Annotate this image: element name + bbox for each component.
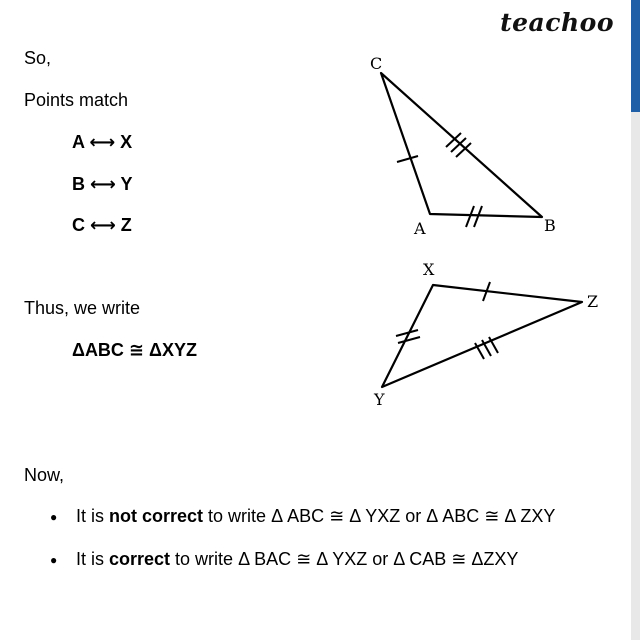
label-y: Y bbox=[374, 390, 385, 409]
label-c: C bbox=[370, 54, 383, 73]
bullet-2-post: to write Δ BAC ≅ Δ YXZ or Δ CAB ≅ ΔZXY bbox=[170, 549, 519, 569]
match-heading: Points match bbox=[24, 90, 129, 110]
match-c-z: C ⟷ Z bbox=[72, 215, 132, 235]
triangle-abc-outline bbox=[381, 73, 542, 217]
bullet-1-post: to write Δ ABC ≅ Δ YXZ or Δ ABC ≅ Δ ZXY bbox=[203, 506, 556, 526]
bullet-1-pre: It is bbox=[76, 506, 110, 526]
thus-text: Thus, we write bbox=[24, 298, 141, 318]
brand-logo: teachoo bbox=[500, 8, 614, 37]
label-a: A bbox=[414, 219, 426, 238]
bullet-marker-2: ● bbox=[50, 553, 58, 567]
bullet-2-emphasis: correct bbox=[109, 549, 171, 569]
now-text: Now, bbox=[24, 465, 65, 485]
bullet-2-pre: It is bbox=[76, 549, 110, 569]
congruence-statement: ΔABC ≅ ΔXYZ bbox=[72, 340, 197, 360]
tick-ca bbox=[397, 156, 418, 162]
bullet-marker-1: ● bbox=[50, 510, 58, 524]
triangle-xyz bbox=[373, 260, 598, 409]
ticks-ab bbox=[466, 206, 482, 227]
ticks-cb bbox=[446, 133, 471, 157]
triangle-xyz-outline bbox=[382, 285, 582, 387]
intro-text: So, bbox=[24, 48, 52, 68]
label-b: B bbox=[544, 216, 556, 235]
match-a-x: A ⟷ X bbox=[72, 132, 133, 152]
match-b-y: B ⟷ Y bbox=[72, 174, 133, 194]
triangle-abc bbox=[370, 54, 556, 238]
label-x: X bbox=[423, 260, 435, 279]
bullet-1-emphasis: not correct bbox=[109, 506, 204, 526]
label-z: Z bbox=[587, 292, 599, 311]
